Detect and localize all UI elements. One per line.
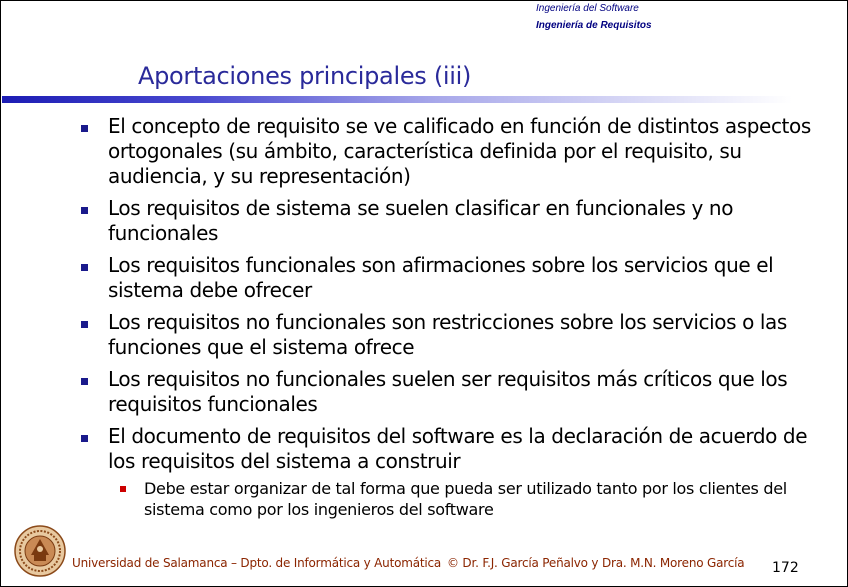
bullet-text: El documento de requisitos del software es la declaración de acuerdo de los requisitos del sistema a construir: [108, 424, 808, 473]
footer-institution: Universidad de Salamanca – Dpto. de Informática y Automática: [72, 556, 442, 570]
university-seal-icon: [14, 525, 66, 577]
bullet-item: [80, 114, 820, 189]
bullet-item: [80, 310, 820, 360]
bullet-text: Los requisitos no funcionales suelen ser requisitos más críticos que los requisitos funcionales: [108, 367, 788, 416]
sub-bullet-item: [108, 478, 820, 520]
bullet-list: [80, 114, 820, 527]
bullet-item: [80, 424, 820, 520]
sub-bullet-text: Debe estar organizar de tal forma que pueda ser utilizado tanto por los clientes del sistema como por los ingenieros del software: [144, 479, 787, 519]
slide-title: Aportaciones principales (iii): [138, 62, 472, 90]
footer-authors: © Dr. F.J. García Peñalvo y Dra. M.N. Moreno García: [447, 556, 745, 570]
bullet-text: Los requisitos de sistema se suelen clasificar en funcionales y no funcionales: [108, 196, 734, 245]
bullet-text: El concepto de requisito se ve calificado en función de distintos aspectos ortogonales (su ámbito, característica definida por el requisito, su audiencia, y su representación): [108, 114, 811, 188]
bullet-item: [80, 367, 820, 417]
bullet-text: Los requisitos no funcionales son restricciones sobre los servicios o las funciones que el sistema ofrece: [108, 310, 787, 359]
header-topic: Ingeniería de Requisitos: [536, 20, 652, 31]
bullet-text: Los requisitos funcionales son afirmaciones sobre los servicios que el sistema debe ofrecer: [108, 253, 774, 302]
title-underline-bar: [2, 96, 792, 103]
header-subject: Ingeniería del Software: [536, 3, 639, 14]
sub-bullet-list: [108, 478, 820, 520]
bullet-item: [80, 196, 820, 246]
page-number: 172: [772, 560, 799, 576]
bullet-item: [80, 253, 820, 303]
